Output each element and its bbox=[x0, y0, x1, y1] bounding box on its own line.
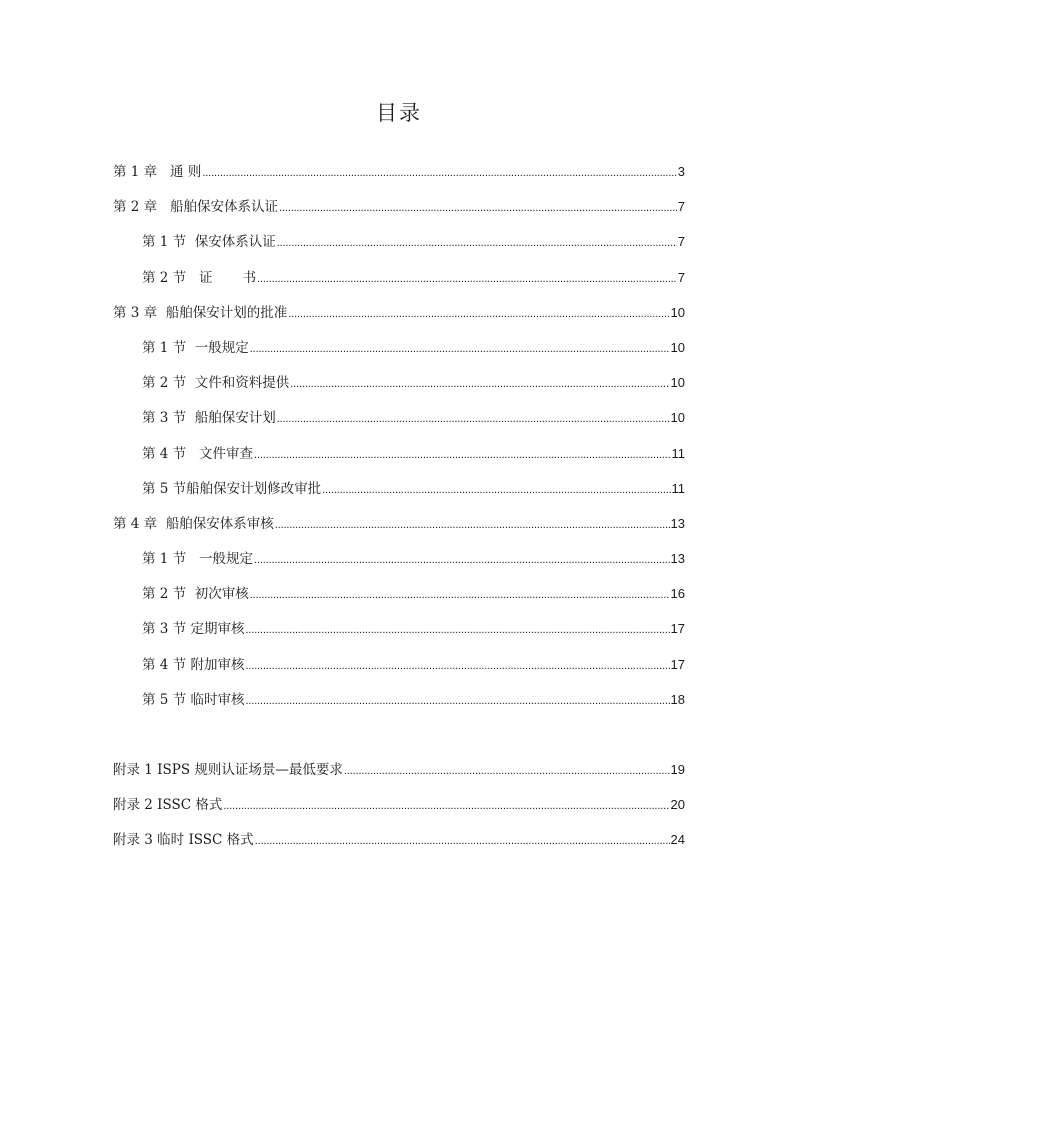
toc-entry[interactable] bbox=[113, 266, 685, 301]
toc-entry-label: 第 4 章 船舶保安体系审核 bbox=[113, 515, 274, 532]
toc-leader-dots bbox=[245, 660, 669, 672]
toc-entry-page: 11 bbox=[671, 445, 685, 461]
toc-entry-label: 第 1 节 保安体系认证 bbox=[142, 234, 276, 251]
toc-entry-label: 第 3 章 船舶保安计划的批准 bbox=[113, 304, 288, 321]
toc-entry[interactable] bbox=[113, 582, 685, 617]
toc-entry-label: 第 4 节 附加审核 bbox=[142, 656, 245, 673]
toc-entry-page: 10 bbox=[670, 375, 685, 391]
toc-leader-dots bbox=[288, 308, 669, 320]
toc-entry-label: 第 2 节 初次审核 bbox=[142, 586, 249, 603]
toc-entry-page: 18 bbox=[670, 691, 685, 707]
toc-entry-label: 第 3 节 船舶保安计划 bbox=[142, 410, 276, 427]
toc-entry-label: 第 2 章 船舶保安体系认证 bbox=[113, 199, 279, 216]
toc-leader-dots bbox=[223, 800, 669, 812]
toc-leader-dots bbox=[279, 202, 677, 214]
toc-entry-page: 20 bbox=[670, 797, 685, 813]
toc-entry-page: 13 bbox=[670, 551, 685, 567]
toc-leader-dots bbox=[250, 589, 670, 601]
toc-entry-label: 第 5 节 临时审核 bbox=[142, 691, 245, 708]
toc-leader-dots bbox=[257, 273, 677, 285]
toc-entry[interactable] bbox=[113, 160, 685, 195]
toc-entry-page: 3 bbox=[677, 164, 685, 179]
toc-entry-page: 17 bbox=[670, 621, 685, 637]
toc-entry[interactable] bbox=[113, 301, 685, 336]
toc-entry-page: 11 bbox=[671, 480, 685, 496]
toc-leader-dots bbox=[254, 554, 669, 566]
toc-leader-dots bbox=[202, 167, 676, 179]
toc-entry-page: 10 bbox=[670, 304, 685, 320]
toc-leader-dots bbox=[277, 237, 677, 249]
toc-leader-dots bbox=[277, 413, 670, 425]
toc-entry[interactable] bbox=[113, 512, 685, 547]
toc-entry[interactable] bbox=[113, 230, 685, 265]
toc-entry[interactable] bbox=[113, 758, 685, 793]
toc-entry[interactable] bbox=[113, 477, 685, 512]
toc-entry[interactable] bbox=[113, 195, 685, 230]
toc-entry-label: 第 1 节 一般规定 bbox=[142, 339, 249, 356]
toc-entry-page: 16 bbox=[670, 586, 685, 602]
toc-entry-page: 13 bbox=[670, 515, 685, 531]
toc-list bbox=[113, 160, 685, 864]
toc-entry-label: 附录 3 临时 ISSC 格式 bbox=[113, 832, 254, 849]
toc-entry[interactable] bbox=[113, 793, 685, 828]
toc-leader-dots bbox=[245, 695, 669, 707]
toc-entry-label: 第 2 节 文件和资料提供 bbox=[142, 375, 290, 392]
toc-leader-dots bbox=[344, 765, 670, 777]
toc-entry[interactable] bbox=[113, 547, 685, 582]
toc-entry-page: 17 bbox=[670, 656, 685, 672]
toc-entry-page: 24 bbox=[670, 832, 685, 848]
toc-entry-page: 7 bbox=[677, 199, 685, 215]
toc-entry-label: 第 3 节 定期审核 bbox=[142, 621, 245, 638]
toc-entry-label: 第 1 章 通 则 bbox=[113, 164, 202, 180]
toc-entry-label: 第 5 节船舶保安计划修改审批 bbox=[142, 480, 322, 497]
toc-entry[interactable] bbox=[113, 442, 685, 477]
toc-title: 目录 bbox=[376, 101, 422, 125]
toc-leader-dots bbox=[275, 519, 670, 531]
toc-entry[interactable] bbox=[113, 653, 685, 688]
toc-entry[interactable] bbox=[113, 406, 685, 441]
toc-entry[interactable] bbox=[113, 828, 685, 863]
toc-entry-label: 第 2 节 证 书 bbox=[142, 269, 257, 286]
toc-entry-page: 7 bbox=[677, 269, 685, 285]
toc-entry-page: 10 bbox=[670, 410, 685, 426]
toc-leader-dots bbox=[290, 378, 669, 390]
toc-entry[interactable] bbox=[113, 371, 685, 406]
toc-leader-dots bbox=[322, 484, 670, 496]
toc-leader-dots bbox=[254, 449, 670, 461]
toc-entry[interactable] bbox=[113, 688, 685, 723]
toc-entry-label: 第 4 节 文件审查 bbox=[142, 445, 254, 462]
toc-entry-page: 10 bbox=[670, 339, 685, 355]
toc-entry-label: 附录 1 ISPS 规则认证场景—最低要求 bbox=[113, 762, 343, 778]
toc-leader-dots bbox=[245, 624, 669, 636]
toc-entry-label: 附录 2 ISSC 格式 bbox=[113, 797, 223, 814]
toc-entry-page: 7 bbox=[677, 234, 685, 250]
toc-entry-label: 第 1 节 一般规定 bbox=[142, 551, 254, 568]
toc-entry[interactable] bbox=[113, 336, 685, 371]
toc-leader-dots bbox=[250, 343, 670, 355]
toc-entry-page: 19 bbox=[670, 762, 685, 777]
toc-entry[interactable] bbox=[113, 617, 685, 652]
toc-leader-dots bbox=[255, 835, 670, 847]
